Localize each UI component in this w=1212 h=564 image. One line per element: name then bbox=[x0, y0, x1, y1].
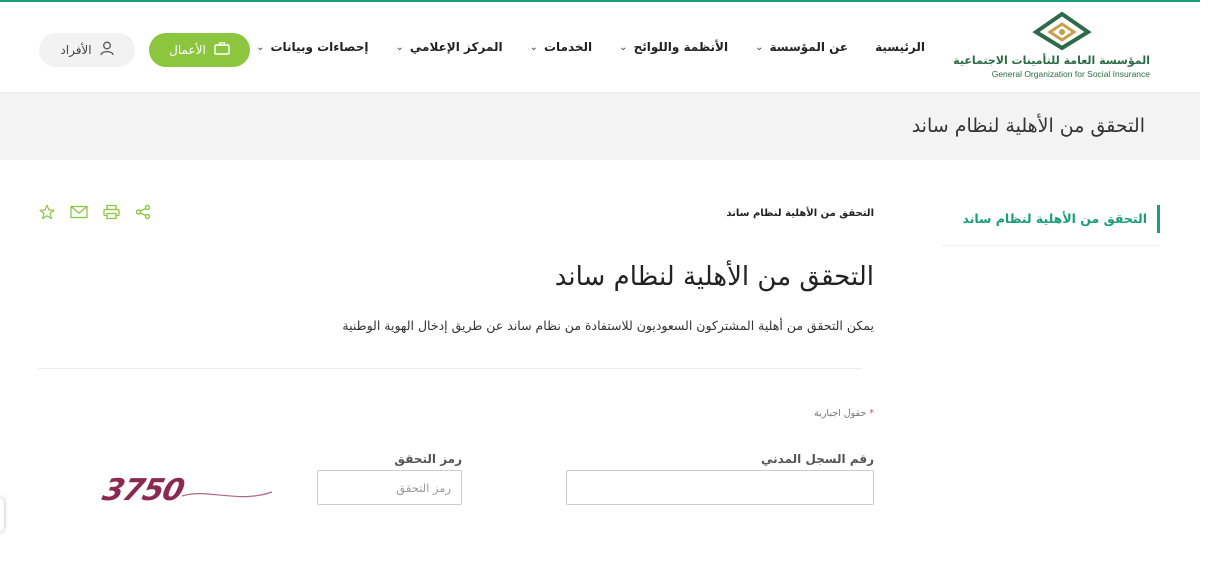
chevron-down-icon: ⌄ bbox=[256, 41, 265, 53]
page-tools bbox=[38, 203, 152, 221]
print-icon[interactable] bbox=[102, 203, 120, 221]
star-icon[interactable] bbox=[38, 203, 56, 221]
mail-icon[interactable] bbox=[70, 203, 88, 221]
page-description: يمكن التحقق من أهلية المشتركون السعوديون للاستفادة من نظام ساند عن طريق إدخال الهوية الوطنية bbox=[342, 318, 874, 333]
user-icon bbox=[100, 41, 114, 59]
nav-item-services[interactable] bbox=[530, 40, 593, 54]
logo-arabic-name: المؤسسة العامة للتأمينات الاجتماعية bbox=[953, 54, 1150, 67]
page-banner bbox=[0, 92, 1200, 160]
briefcase-icon bbox=[214, 42, 230, 58]
captcha-code-label: رمز التحقق bbox=[394, 452, 462, 466]
chevron-down-icon: ⌄ bbox=[529, 41, 538, 53]
nav-item-label: الأنظمة واللوائح bbox=[633, 40, 729, 54]
nav-item-media-center[interactable] bbox=[396, 40, 503, 54]
banner-title: التحقق من الأهلية لنظام ساند bbox=[911, 115, 1145, 137]
chevron-down-icon: ⌄ bbox=[395, 41, 404, 53]
sidebar bbox=[942, 200, 1160, 246]
captcha-code-input[interactable] bbox=[317, 470, 462, 505]
captcha-text: 3750 bbox=[99, 473, 188, 508]
captcha-image bbox=[99, 470, 276, 510]
site-header bbox=[0, 2, 1200, 92]
page-title: التحقق من الأهلية لنظام ساند bbox=[554, 262, 874, 292]
side-scroll-handle[interactable] bbox=[0, 498, 4, 532]
gosi-logo[interactable] bbox=[953, 12, 1150, 80]
sidebar-item-sanad-eligibility[interactable]: التحقق من الأهلية لنظام ساند bbox=[962, 205, 1160, 233]
nav-item-label: الرئيسية bbox=[875, 40, 925, 54]
business-button-label: الأعمال bbox=[169, 43, 206, 57]
civil-id-input[interactable] bbox=[566, 470, 874, 505]
nav-item-home[interactable] bbox=[875, 40, 925, 54]
nav-item-label: المركز الإعلامي bbox=[409, 40, 503, 54]
logo-english-name: General Organization for Social Insurance bbox=[991, 69, 1150, 79]
main-nav bbox=[256, 40, 925, 54]
logo-emblem-icon bbox=[1032, 12, 1092, 50]
share-icon[interactable] bbox=[134, 203, 152, 221]
required-note-text: حقول اجبارية bbox=[814, 408, 867, 419]
individuals-portal-button[interactable] bbox=[39, 33, 135, 67]
nav-item-label: الخدمات bbox=[543, 40, 593, 54]
chevron-down-icon: ⌄ bbox=[619, 41, 628, 53]
individuals-button-label: الأفراد bbox=[60, 43, 92, 57]
breadcrumb[interactable]: التحقق من الأهلية لنظام ساند bbox=[726, 208, 874, 219]
nav-item-label: إحصاءات وبيانات bbox=[270, 40, 369, 54]
nav-item-regulations[interactable] bbox=[619, 40, 728, 54]
required-asterisk: * bbox=[869, 408, 874, 419]
civil-id-label: رقم السجل المدني bbox=[761, 452, 874, 466]
nav-item-about[interactable] bbox=[755, 40, 848, 54]
content-divider bbox=[38, 368, 862, 369]
business-portal-button[interactable] bbox=[149, 33, 250, 67]
nav-item-statistics[interactable] bbox=[256, 40, 368, 54]
nav-item-label: عن المؤسسة bbox=[769, 40, 849, 54]
required-fields-note bbox=[814, 408, 874, 419]
chevron-down-icon: ⌄ bbox=[755, 41, 764, 53]
